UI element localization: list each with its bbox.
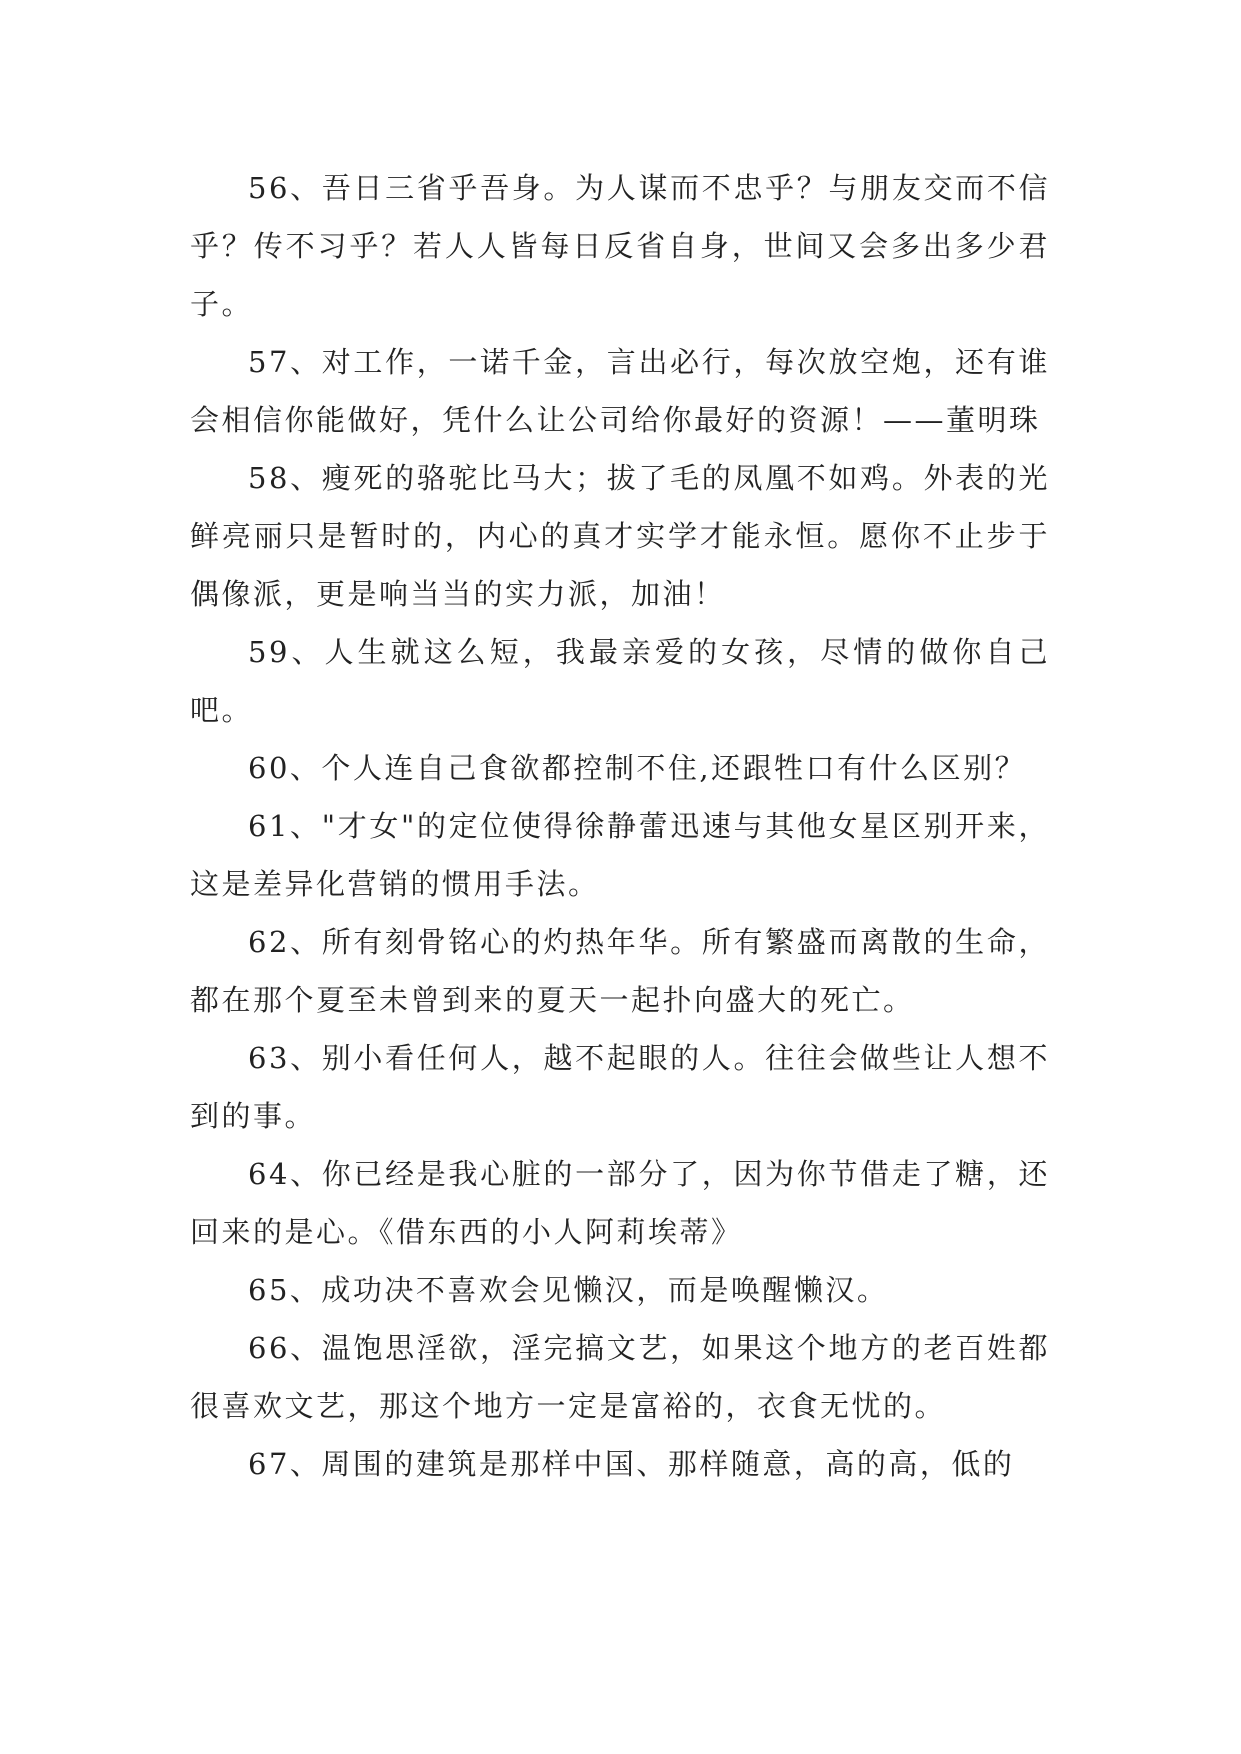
paragraph-67: 67、周围的建筑是那样中国、那样随意，高的高，低的 <box>248 1447 1015 1481</box>
paragraph-56: 56、吾日三省乎吾身。为人谋而不忠乎？与朋友交而不信乎？传不习乎？若人人皆每日反省自身，世间又会多出多少君子。 <box>190 171 1050 321</box>
paragraph-57: 57、对工作，一诺千金，言出必行，每次放空炮，还有谁会相信你能做好，凭什么让公司给你最好的资源！——董明珠 <box>190 345 1050 437</box>
document-body <box>190 159 1050 1493</box>
paragraph-65: 65、成功决不喜欢会见懒汉，而是唤醒懒汉。 <box>248 1273 889 1307</box>
paragraph-61: 61、"才女"的定位使得徐静蕾迅速与其他女星区别开来，这是差异化营销的惯用手法。 <box>190 809 1050 901</box>
paragraph-66: 66、温饱思淫欲，淫完搞文艺，如果这个地方的老百姓都很喜欢文艺，那这个地方一定是富裕的，衣食无忧的。 <box>190 1331 1050 1423</box>
paragraph-63: 63、别小看任何人，越不起眼的人。往往会做些让人想不到的事。 <box>190 1041 1050 1133</box>
paragraph-60: 60、个人连自己食欲都控制不住,还跟牲口有什么区别？ <box>248 751 1027 785</box>
paragraph-58: 58、瘦死的骆驼比马大；拔了毛的凤凰不如鸡。外表的光鲜亮丽只是暂时的，内心的真才实学才能永恒。愿你不止步于偶像派，更是响当当的实力派，加油！ <box>190 461 1050 611</box>
paragraph-64: 64、你已经是我心脏的一部分了，因为你节借走了糖，还回来的是心。《借东西的小人阿莉埃蒂》 <box>190 1157 1050 1249</box>
paragraph-59: 59、人生就这么短，我最亲爱的女孩，尽情的做你自己吧。 <box>190 635 1050 727</box>
paragraph-62: 62、所有刻骨铭心的灼热年华。所有繁盛而离散的生命，都在那个夏至未曾到来的夏天一起扑向盛大的死亡。 <box>190 925 1050 1017</box>
